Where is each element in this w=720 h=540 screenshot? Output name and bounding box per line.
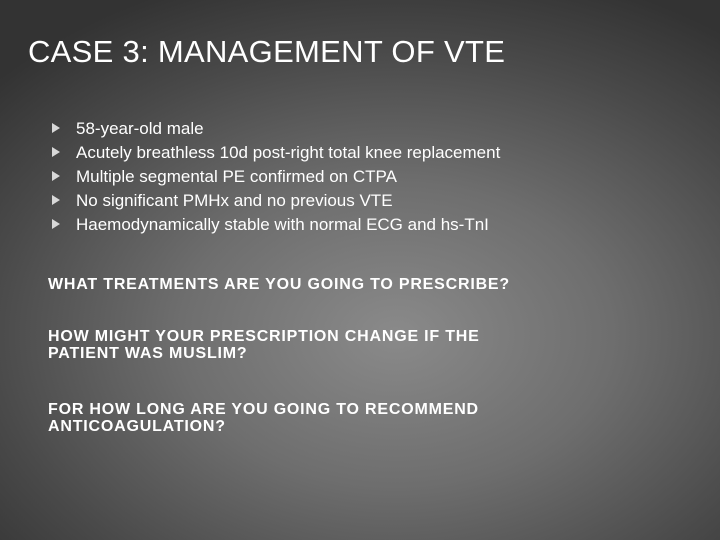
case-details-list bbox=[52, 118, 500, 238]
slide-title: CASE 3: MANAGEMENT OF VTE bbox=[28, 34, 506, 69]
list-item bbox=[52, 142, 500, 166]
triangle-right-icon bbox=[52, 171, 60, 181]
list-item bbox=[52, 190, 500, 214]
bullet-text: Acutely breathless 10d post-right total knee replacement bbox=[76, 143, 501, 162]
question-line: PATIENT WAS MUSLIM? bbox=[48, 345, 248, 362]
list-item bbox=[52, 214, 500, 238]
question-line: ANTICOAGULATION? bbox=[48, 418, 226, 435]
question-treatments bbox=[48, 276, 510, 293]
question-muslim-patient bbox=[48, 328, 480, 362]
bullet-text: No significant PMHx and no previous VTE bbox=[76, 191, 393, 210]
triangle-right-icon bbox=[52, 219, 60, 229]
triangle-right-icon bbox=[52, 123, 60, 133]
bullet-text: Haemodynamically stable with normal ECG and hs-TnI bbox=[76, 215, 489, 234]
question-line: WHAT TREATMENTS ARE YOU GOING TO PRESCRIBE? bbox=[48, 276, 510, 293]
list-item bbox=[52, 118, 500, 142]
question-duration bbox=[48, 401, 479, 435]
bullet-text: 58-year-old male bbox=[76, 119, 204, 138]
question-line: FOR HOW LONG ARE YOU GOING TO RECOMMEND bbox=[48, 401, 479, 418]
triangle-right-icon bbox=[52, 147, 60, 157]
bullet-text: Multiple segmental PE confirmed on CTPA bbox=[76, 167, 397, 186]
list-item bbox=[52, 166, 500, 190]
question-line: HOW MIGHT YOUR PRESCRIPTION CHANGE IF THE bbox=[48, 328, 480, 345]
triangle-right-icon bbox=[52, 195, 60, 205]
